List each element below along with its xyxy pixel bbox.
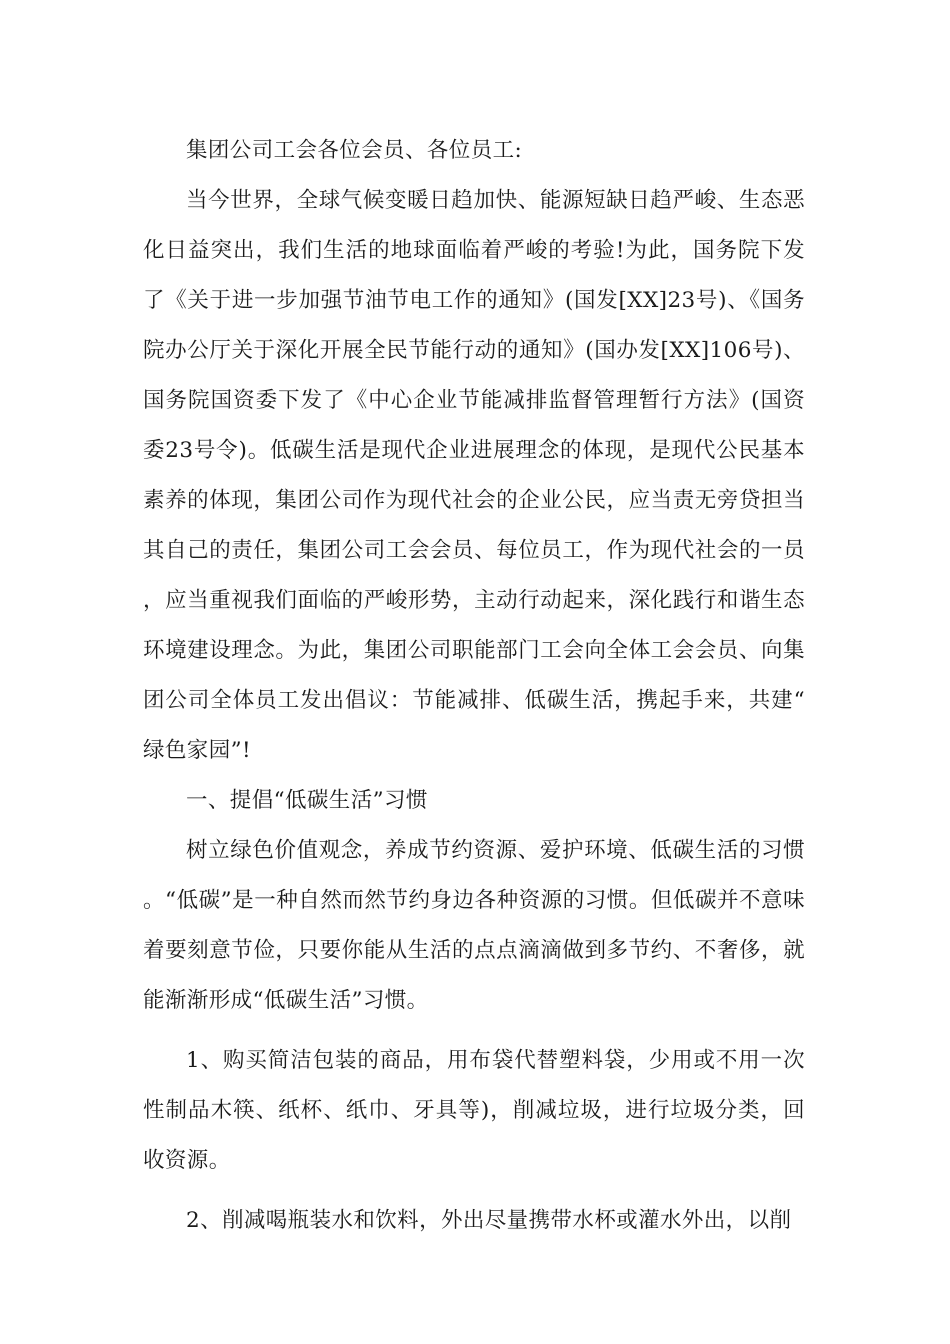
list-item-2: 2、削减喝瓶装水和饮料，外出尽量携带水杯或灌水外出，以削 [186, 1208, 792, 1233]
list-item-1: 1、购买简洁包装的商品，用布袋代替塑料袋，少用或不用一次性制品木筷、纸杯、纸巾、牙具等)，削减垃圾，进行垃圾分类，回收资源。 [143, 1048, 805, 1173]
document-body [143, 126, 805, 1246]
section-heading-1: 一、提倡“低碳生活”习惯 [186, 788, 428, 813]
paragraph-low-carbon-habit: 树立绿色价值观念，养成节约资源、爱护环境、低碳生活的习惯。“低碳”是一种自然而然节约身边各种资源的习惯。但低碳并不意味着要刻意节俭，只要你能从生活的点点滴滴做到多节约、不奢侈，就能渐渐形成“低碳生活”习惯。 [143, 838, 805, 1013]
paragraph-intro: 当今世界，全球气候变暖日趋加快、能源短缺日趋严峻、生态恶化日益突出，我们生活的地球面临着严峻的考验!为此，国务院下发了《关于进一步加强节油节电工作的通知》(国发[XX]23号)、《国务院办公厅关于深化开展全民节能行动的通知》(国办发[XX]106号)、国务院国资委下发了《中心企业节能减排监督管理暂行方法》(国资委23号令)。低碳生活是现代企业进展理念的体现，是现代公民基本素养的体现，集团公司作为现代社会的企业公民，应当责无旁贷担当其自己的责任，集团公司工会会员、每位员工，作为现代社会的一员，应当重视我们面临的严峻形势，主动行动起来，深化践行和谐生态环境建设理念。为此，集团公司职能部门工会向全体工会会员、向集团公司全体员工发出倡议：节能减排、低碳生活，携起手来，共建“绿色家园”! [143, 188, 805, 763]
salutation: 集团公司工会各位会员、各位员工: [186, 138, 523, 163]
